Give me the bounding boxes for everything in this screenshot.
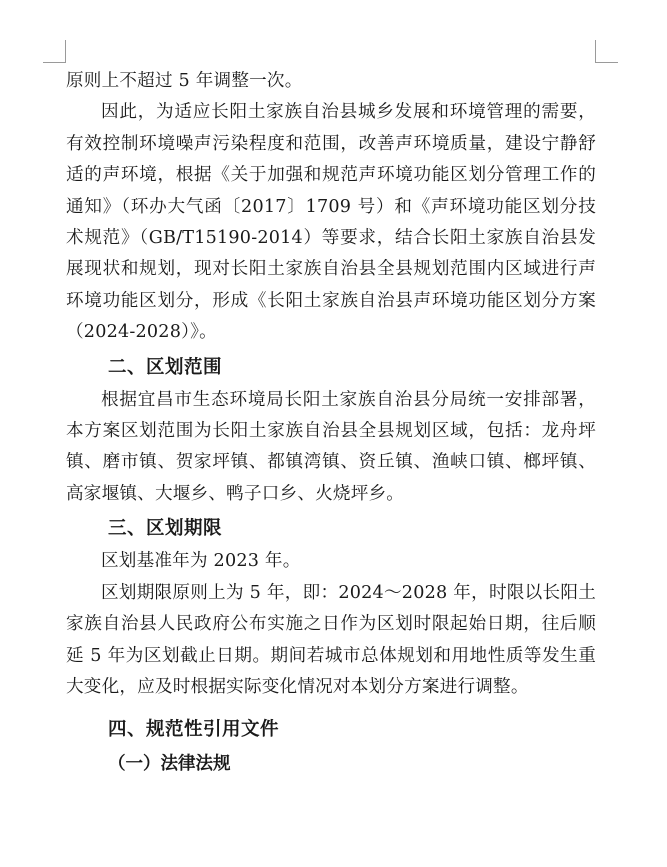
paragraph-therefore: 因此，为适应长阳土家族自治县城乡发展和环境管理的需要，有效控制环境噪声污染程度和范围，改善声环境质量，建设宁静舒适的声环境，根据《关于加强和规范声环境功能区划分管理工作的通知》（环办大气函〔2017〕1709 号）和《声环境功能区划分技术规范》（GB/T15190-2014）等要求，结合长阳土家族自治县发展现状和规划，现对长阳土家族自治县全县规划范围内区域进行声环境功能区划分，形成《长阳土家族自治县声环境功能区划分方案（2024-2028）》。: [66, 102, 596, 343]
document-body: [66, 66, 596, 781]
page-corner-mark-top-left: [43, 40, 66, 63]
subheading-laws: （一）法律法规: [108, 754, 231, 775]
page-corner-mark-top-right: [595, 40, 618, 63]
heading-references: 四、规范性引用文件: [108, 719, 280, 741]
paragraph-scope: 根据宜昌市生态环境局长阳土家族自治县分局统一安排部署，本方案区划范围为长阳土家族自治县全县规划区域，包括：龙舟坪镇、磨市镇、贺家坪镇、都镇湾镇、资丘镇、渔峡口镇、榔坪镇、高家堰镇、大堰乡、鸭子口乡、火烧坪乡。: [66, 389, 596, 504]
heading-scope: 二、区划范围: [108, 356, 223, 378]
heading-period: 三、区划期限: [108, 518, 223, 540]
paragraph-intro: 原则上不超过 5 年调整一次。: [66, 71, 303, 91]
paragraph-period: 区划期限原则上为 5 年，即：2024～2028 年，时限以长阳土家族自治县人民政府公布实施之日作为区划时限起始日期，往后顺延 5 年为区划截止日期。期间若城市总体规划和用地性质等发生重大变化，应及时根据实际变化情况对本划分方案进行调整。: [66, 582, 596, 697]
paragraph-base-year: 区划基准年为 2023 年。: [101, 551, 301, 572]
